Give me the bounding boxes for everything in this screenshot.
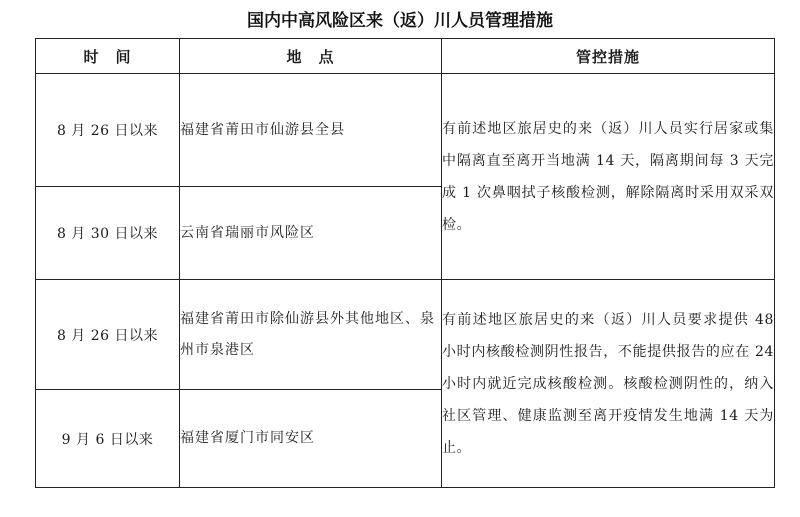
row-location: 福建省厦门市同安区	[180, 390, 442, 488]
row-location: 福建省莆田市仙游县全县	[180, 74, 442, 187]
row-time: 9 月 6 日以来	[36, 390, 180, 488]
header-location: 地 点	[180, 39, 442, 74]
measures-table	[35, 38, 775, 488]
row-location: 福建省莆田市除仙游县外其他地区、泉州市泉港区	[180, 280, 442, 390]
table-row	[36, 74, 775, 187]
measure-group-1: 有前述地区旅居史的来（返）川人员实行居家或集中隔离直至离开当地满 14 天，隔离期间每 3 天完成 1 次鼻咽拭子核酸检测，解除隔离时采用双采双检。	[442, 74, 775, 280]
table-row	[36, 280, 775, 390]
row-time: 8 月 26 日以来	[36, 74, 180, 187]
table-header-row	[36, 39, 775, 74]
header-measures: 管控措施	[442, 39, 775, 74]
header-time: 时 间	[36, 39, 180, 74]
row-location: 云南省瑞丽市风险区	[180, 187, 442, 280]
row-time: 8 月 26 日以来	[36, 280, 180, 390]
row-time: 8 月 30 日以来	[36, 187, 180, 280]
measure-group-2: 有前述地区旅居史的来（返）川人员要求提供 48 小时内核酸检测阴性报告，不能提供报告的应在 24 小时内就近完成核酸检测。核酸检测阴性的，纳入社区管理、健康监测至离开疫情发生地满 14 天为止。	[442, 280, 775, 488]
document-title: 国内中高风险区来（返）川人员管理措施	[247, 11, 553, 31]
